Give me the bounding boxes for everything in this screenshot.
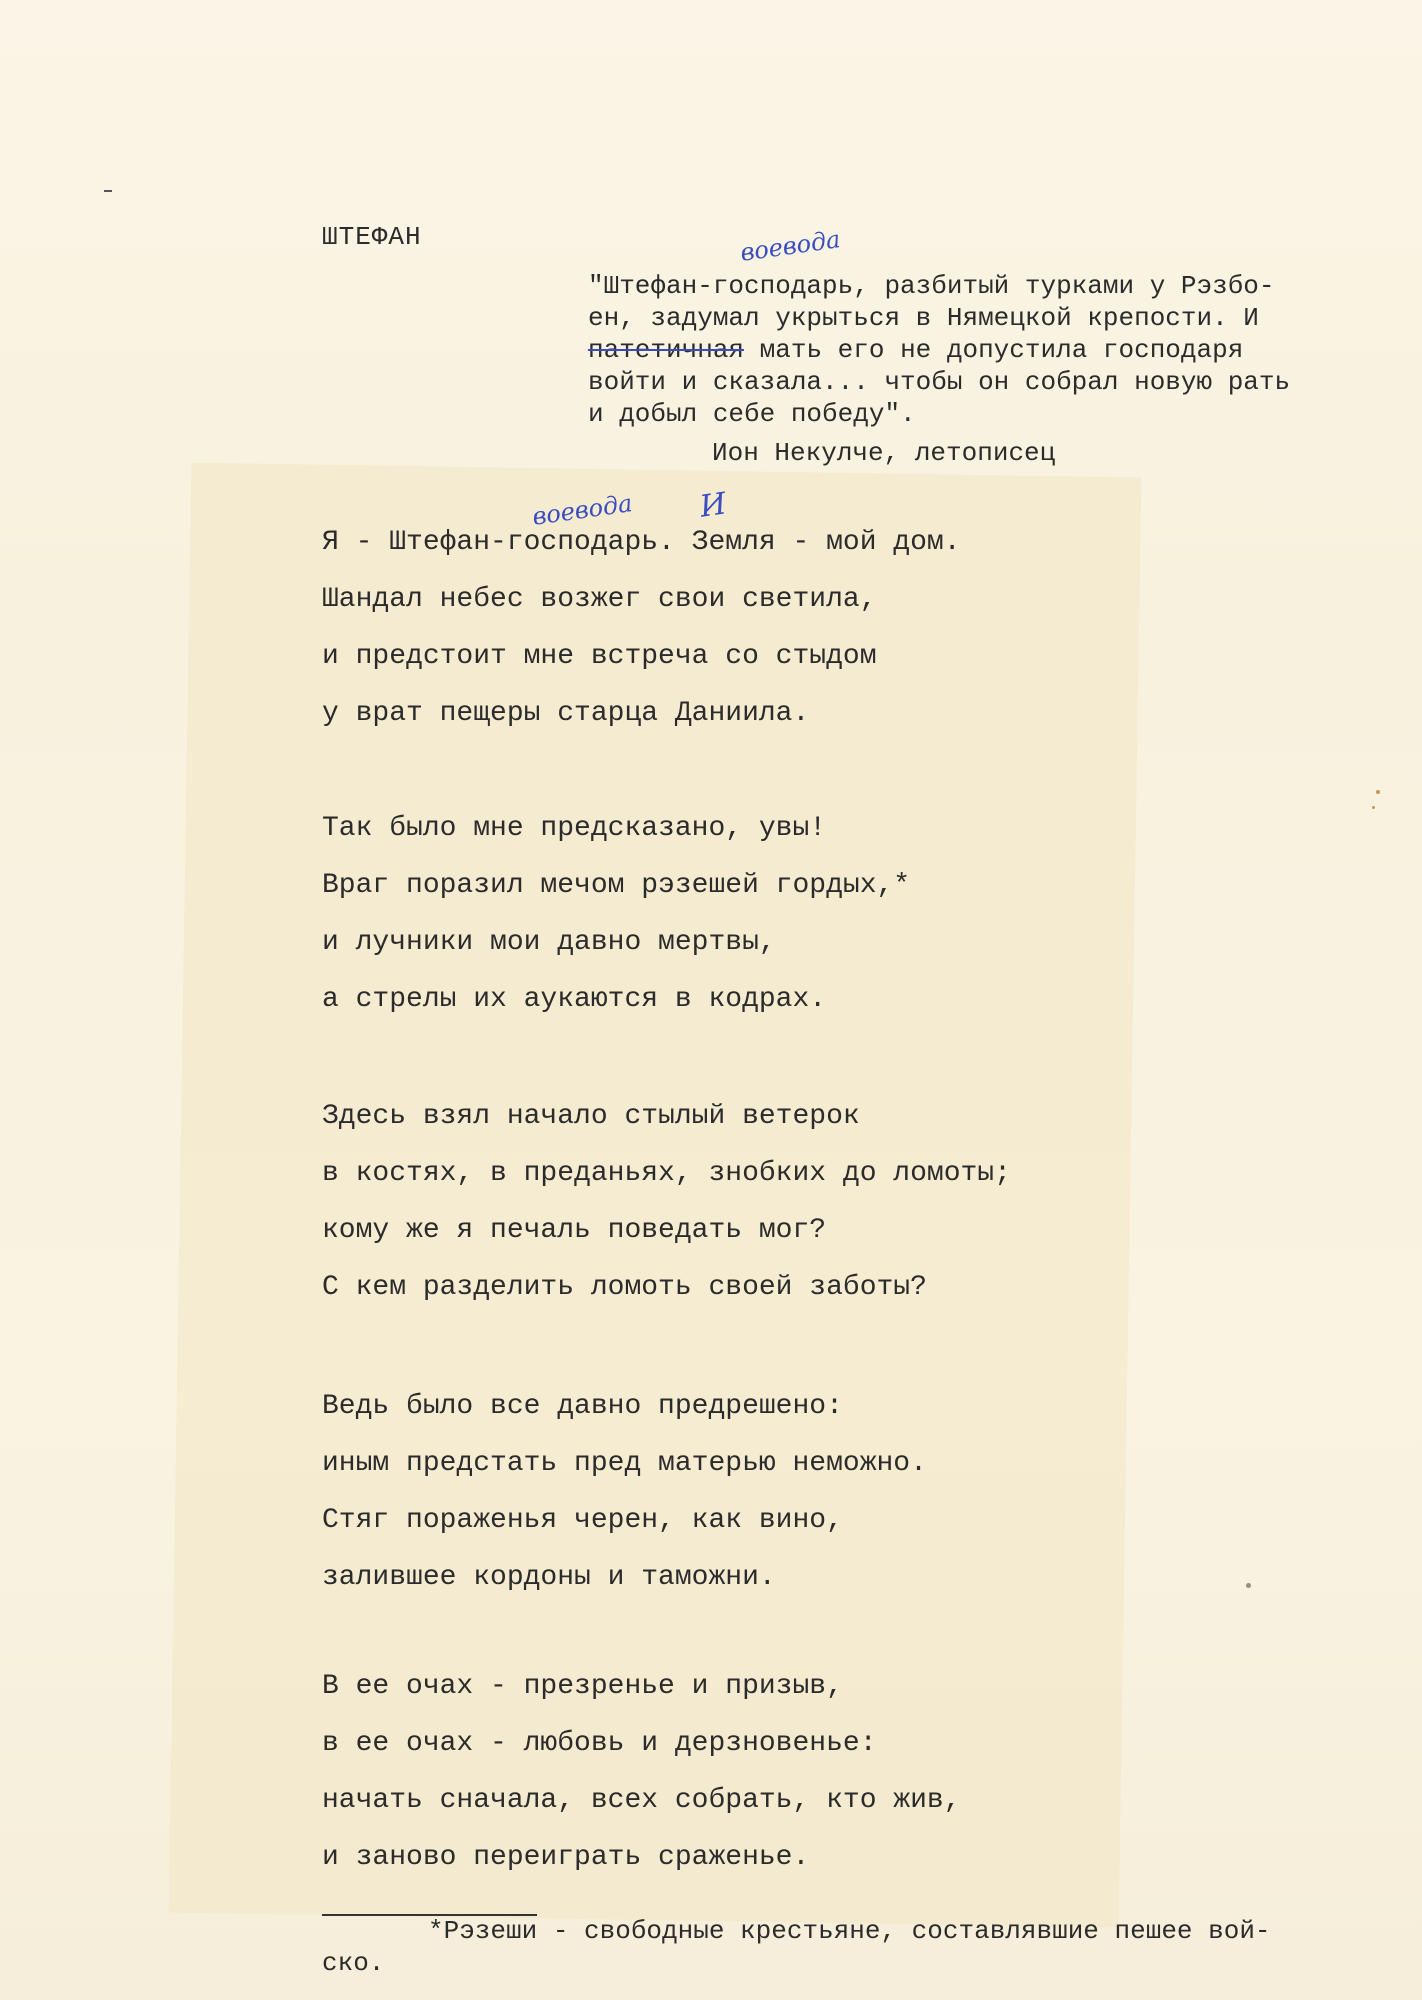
poem-line: Я - Штефан-господарь. Земля - мой дом.: [322, 527, 961, 558]
paper-speck: [1376, 790, 1380, 794]
poem-line: и лучники мои давно мертвы,: [322, 927, 776, 958]
poem-line: иным предстать пред матерью неможно.: [322, 1448, 927, 1479]
poem-line: кому же я печаль поведать мог?: [322, 1215, 827, 1246]
poem-line: Враг поразил мечом рэзешей гордых,*: [322, 870, 911, 901]
poem-line: в ее очах - любовь и дерзновенье:: [322, 1728, 877, 1759]
epigraph-line: войти и сказала... чтобы он собрал новую рать: [588, 367, 1291, 397]
epigraph-line: и добыл себе победу".: [588, 399, 916, 429]
poem-line: В ее очах - презренье и призыв,: [322, 1671, 843, 1702]
poem-line: Стяг пораженья черен, как вино,: [322, 1505, 843, 1536]
poem-line: и предстоит мне встреча со стыдом: [322, 641, 877, 672]
epigraph-line-text: мать его не допустила господаря: [759, 335, 1244, 365]
paper-speck: [104, 190, 112, 192]
poem-line: а стрелы их аукаются в кодрах.: [322, 984, 827, 1015]
stanza-5: [322, 1658, 961, 1886]
footnote: [322, 1915, 1402, 1979]
struck-word: патетичная: [588, 335, 745, 365]
epigraph: [588, 270, 1388, 430]
poem-line: залившее кордоны и таможни.: [322, 1562, 776, 1593]
poem-line: Здесь взял начало стылый ветерок: [322, 1101, 860, 1132]
poem-line: и заново переиграть сраженье.: [322, 1842, 810, 1873]
stanza-2: [322, 800, 910, 1028]
poem-line: С кем разделить ломоть своей заботы?: [322, 1272, 927, 1303]
epigraph-line: ен, задумал укрыться в Нямецкой крепости. И: [588, 303, 1259, 333]
paper-speck: [1246, 1583, 1251, 1588]
handwritten-correction-i: И: [697, 486, 729, 525]
stanza-1: [322, 514, 961, 742]
stanza-4: [322, 1378, 927, 1606]
poem-line: Шандал небес возжег свои светила,: [322, 584, 877, 615]
poem-line: в костях, в преданьях, знобких до ломоты;: [322, 1158, 1011, 1189]
epigraph-line: "Штефан-господарь, разбитый турками у Рэзбо-: [588, 271, 1275, 301]
poem-line: у врат пещеры старца Даниила.: [322, 698, 810, 729]
poem-line: Так было мне предсказано, увы!: [322, 813, 827, 844]
epigraph-line: [588, 334, 1388, 366]
poem-title: ШТЕФАН: [322, 222, 422, 252]
handwritten-correction-epigraph: воевода: [738, 225, 843, 267]
epigraph-author: Ион Некулче, летописец: [712, 438, 1056, 468]
handwritten-correction-voevoda: воевода: [530, 489, 635, 531]
paper-speck: [1372, 806, 1375, 809]
stanza-3: [322, 1088, 1011, 1316]
poem-line: Ведь было все давно предрешено:: [322, 1391, 843, 1422]
footnote-line: *Рэзеши - свободные крестьяне, составлявшие пешее вой-: [428, 1916, 1271, 1946]
footnote-line: ско.: [322, 1948, 385, 1978]
poem-line: начать сначала, всех собрать, кто жив,: [322, 1785, 961, 1816]
